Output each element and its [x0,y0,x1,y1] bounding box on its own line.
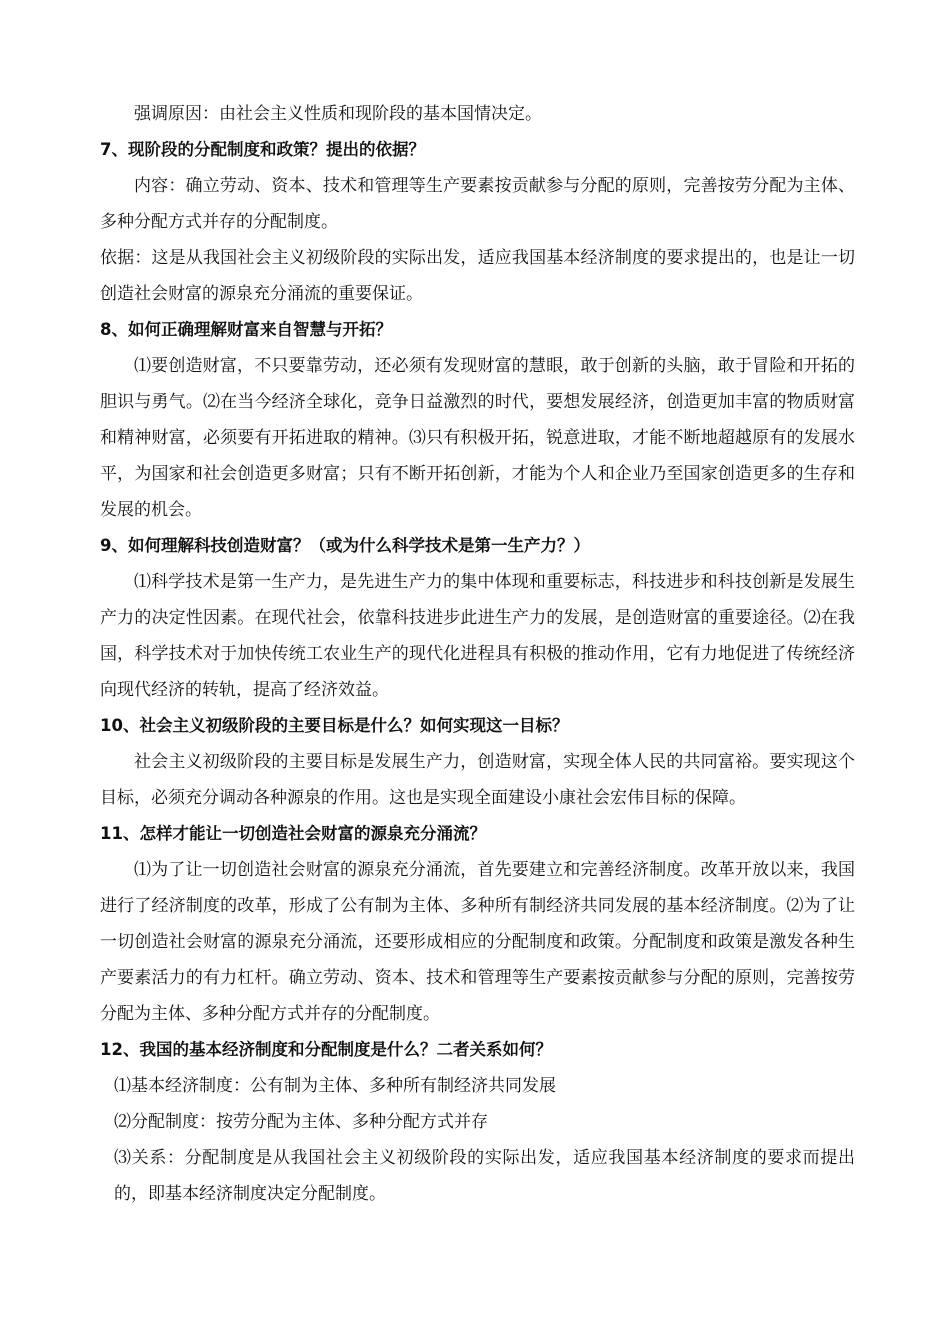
list-item: ⑶关系：分配制度是从我国社会主义初级阶段的实际出发，适应我国基本经济制度的要求而提出的，即基本经济制度决定分配制度。 [114,1148,855,1204]
question-heading-12: 12、我国的基本经济制度和分配制度是什么？二者关系如何？ [100,1040,552,1059]
question-heading-9: 9、如何理解科技创造财富？（或为什么科学技术是第一生产力？） [100,536,590,555]
paragraph: ⑴要创造财富，不只要靠劳动，还必须有发现财富的慧眼，敢于创新的头脑，敢于冒险和开拓的胆识与勇气。⑵在当今经济全球化，竞争日益激烈的时代，要想发展经济，创造更加丰富的物质财富和精神财富，必须要有开拓进取的精神。⑶只有积极开拓，锐意进取，才能不断地超越原有的发展水平，为国家和社会创造更多财富；只有不断开拓创新，才能为个人和企业乃至国家创造更多的生存和发展的机会。 [100,356,855,520]
paragraph: 依据：这是从我国社会主义初级阶段的实际出发，适应我国基本经济制度的要求提出的，也是让一切创造社会财富的源泉充分涌流的重要保证。 [100,248,855,304]
paragraph: 社会主义初级阶段的主要目标是发展生产力，创造财富，实现全体人民的共同富裕。要实现这个目标，必须充分调动各种源泉的作用。这也是实现全面建设小康社会宏伟目标的保障。 [100,752,855,808]
paragraph: 内容：确立劳动、资本、技术和管理等生产要素按贡献参与分配的原则，完善按劳分配为主体、多种分配方式并存的分配制度。 [100,176,855,232]
list-item: ⑵分配制度：按劳分配为主体、多种分配方式并存 [114,1112,488,1132]
paragraph: 强调原因：由社会主义性质和现阶段的基本国情决定。 [134,104,542,124]
question-heading-7: 7、现阶段的分配制度和政策？提出的依据？ [100,140,425,159]
question-heading-11: 11、怎样才能让一切创造社会财富的源泉充分涌流？ [100,824,486,843]
paragraph: ⑴科学技术是第一生产力，是先进生产力的集中体现和重要标志，科技进步和科技创新是发展生产力的决定性因素。在现代社会，依靠科技进步此进生产力的发展，是创造财富的重要途径。⑵在我国，科学技术对于加快传统工农业生产的现代化进程具有积极的推动作用，它有力地促进了传统经济向现代经济的转轨，提高了经济效益。 [100,572,855,700]
question-heading-10: 10、社会主义初级阶段的主要目标是什么？如何实现这一目标？ [100,716,569,735]
document-page [100,96,855,1212]
list-item: ⑴基本经济制度：公有制为主体、多种所有制经济共同发展 [114,1076,556,1096]
question-heading-8: 8、如何正确理解财富来自智慧与开拓？ [100,320,392,339]
paragraph: ⑴为了让一切创造社会财富的源泉充分涌流，首先要建立和完善经济制度。改革开放以来，我国进行了经济制度的改革，形成了公有制为主体、多种所有制经济共同发展的基本经济制度。⑵为了让一切创造社会财富的源泉充分涌流，还要形成相应的分配制度和政策。分配制度和政策是激发各种生产要素活力的有力杠杆。确立劳动、资本、技术和管理等生产要素按贡献参与分配的原则，完善按劳分配为主体、多种分配方式并存的分配制度。 [100,860,855,1024]
